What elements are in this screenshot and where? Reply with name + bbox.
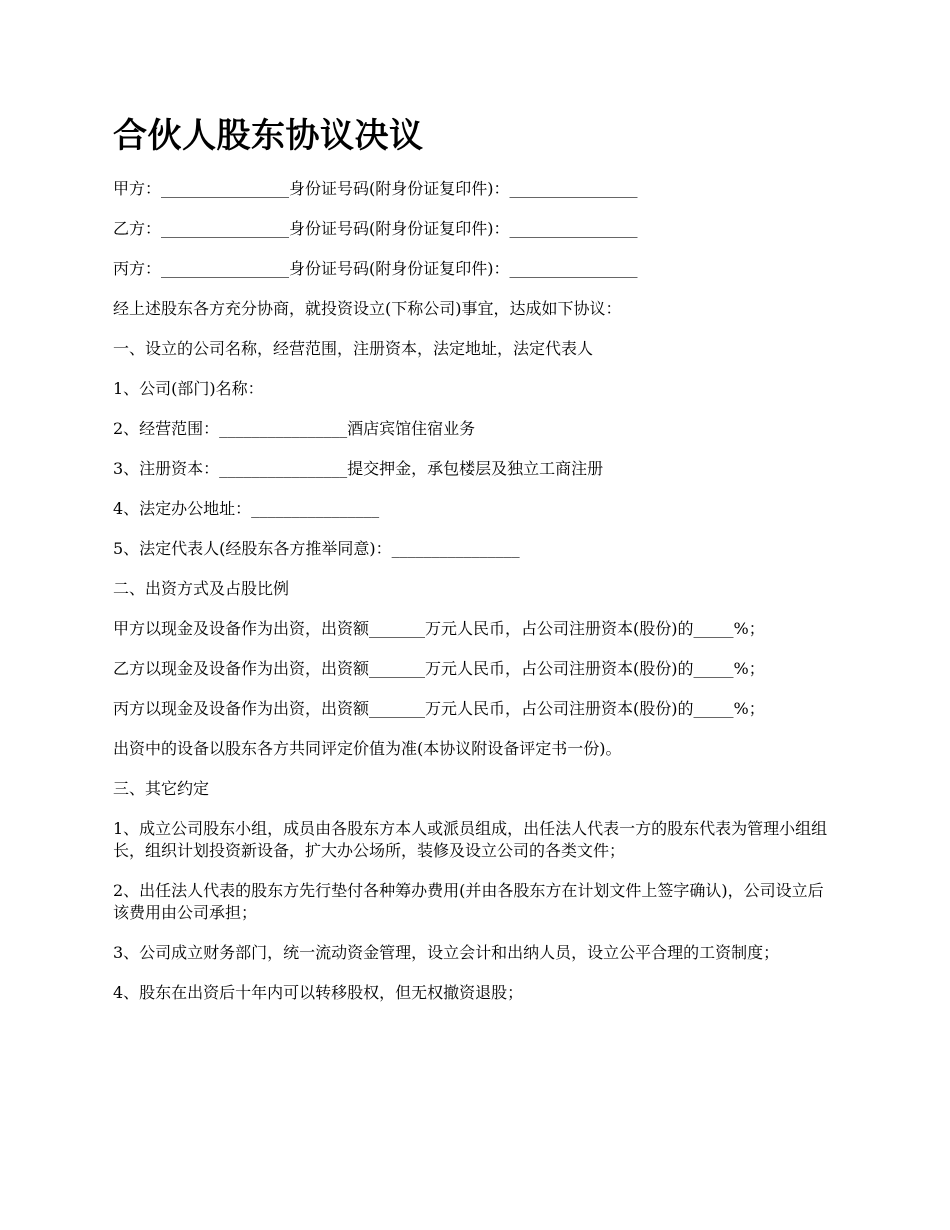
document-title: 合伙人股东协议决议 xyxy=(113,116,424,156)
section-heading-1: 一、设立的公司名称，经营范围，注册资本，法定地址，法定代表人 xyxy=(113,339,594,358)
clause-4: 4、股东在出资后十年内可以转移股权，但无权撤资退股； xyxy=(113,983,524,1002)
equipment-valuation-note: 出资中的设备以股东各方共同评定价值为准(本协议附设备评定书一份)。 xyxy=(113,739,622,758)
section-heading-3: 三、其它约定 xyxy=(113,779,210,798)
clause-2: 2、出任法人代表的股东方先行垫付各种筹办费用(并由各股东方在计划文件上签字确认)，公司设立后该费用由公司承担； xyxy=(113,881,824,922)
party-a-contribution: 甲方以现金及设备作为出资，出资额_______万元人民币，占公司注册资本(股份)的_____%； xyxy=(113,619,765,638)
document-page xyxy=(113,112,835,1022)
intro-paragraph: 经上述股东各方充分协商，就投资设立(下称公司)事宜，达成如下协议： xyxy=(113,299,622,318)
office-address-line: 4、法定办公地址：________________ xyxy=(113,499,380,518)
clause-3: 3、公司成立财务部门，统一流动资金管理，设立会计和出纳人员，设立公平合理的工资制度； xyxy=(113,943,780,962)
clause-1: 1、成立公司股东小组，成员由各股东方本人或派员组成，出任法人代表一方的股东代表为管理小组组长，组织计划投资新设备，扩大办公场所，装修及设立公司的各类文件； xyxy=(113,819,828,860)
party-b-contribution: 乙方以现金及设备作为出资，出资额_______万元人民币，占公司注册资本(股份)的_____%； xyxy=(113,659,765,678)
company-name-line: 1、公司(部门)名称： xyxy=(113,379,264,398)
section-heading-2: 二、出资方式及占股比例 xyxy=(113,579,290,598)
party-c-line: 丙方：________________身份证号码(附身份证复印件)：________________ xyxy=(113,259,638,278)
party-b-line: 乙方：________________身份证号码(附身份证复印件)：________________ xyxy=(113,219,638,238)
legal-representative-line: 5、法定代表人(经股东各方推举同意)：________________ xyxy=(113,539,520,558)
registered-capital-line: 3、注册资本：________________提交押金，承包楼层及独立工商注册 xyxy=(113,459,604,478)
business-scope-line: 2、经营范围：________________酒店宾馆住宿业务 xyxy=(113,419,476,438)
party-a-line: 甲方：________________身份证号码(附身份证复印件)：________________ xyxy=(113,179,638,198)
party-c-contribution: 丙方以现金及设备作为出资，出资额_______万元人民币，占公司注册资本(股份)的_____%； xyxy=(113,699,765,718)
